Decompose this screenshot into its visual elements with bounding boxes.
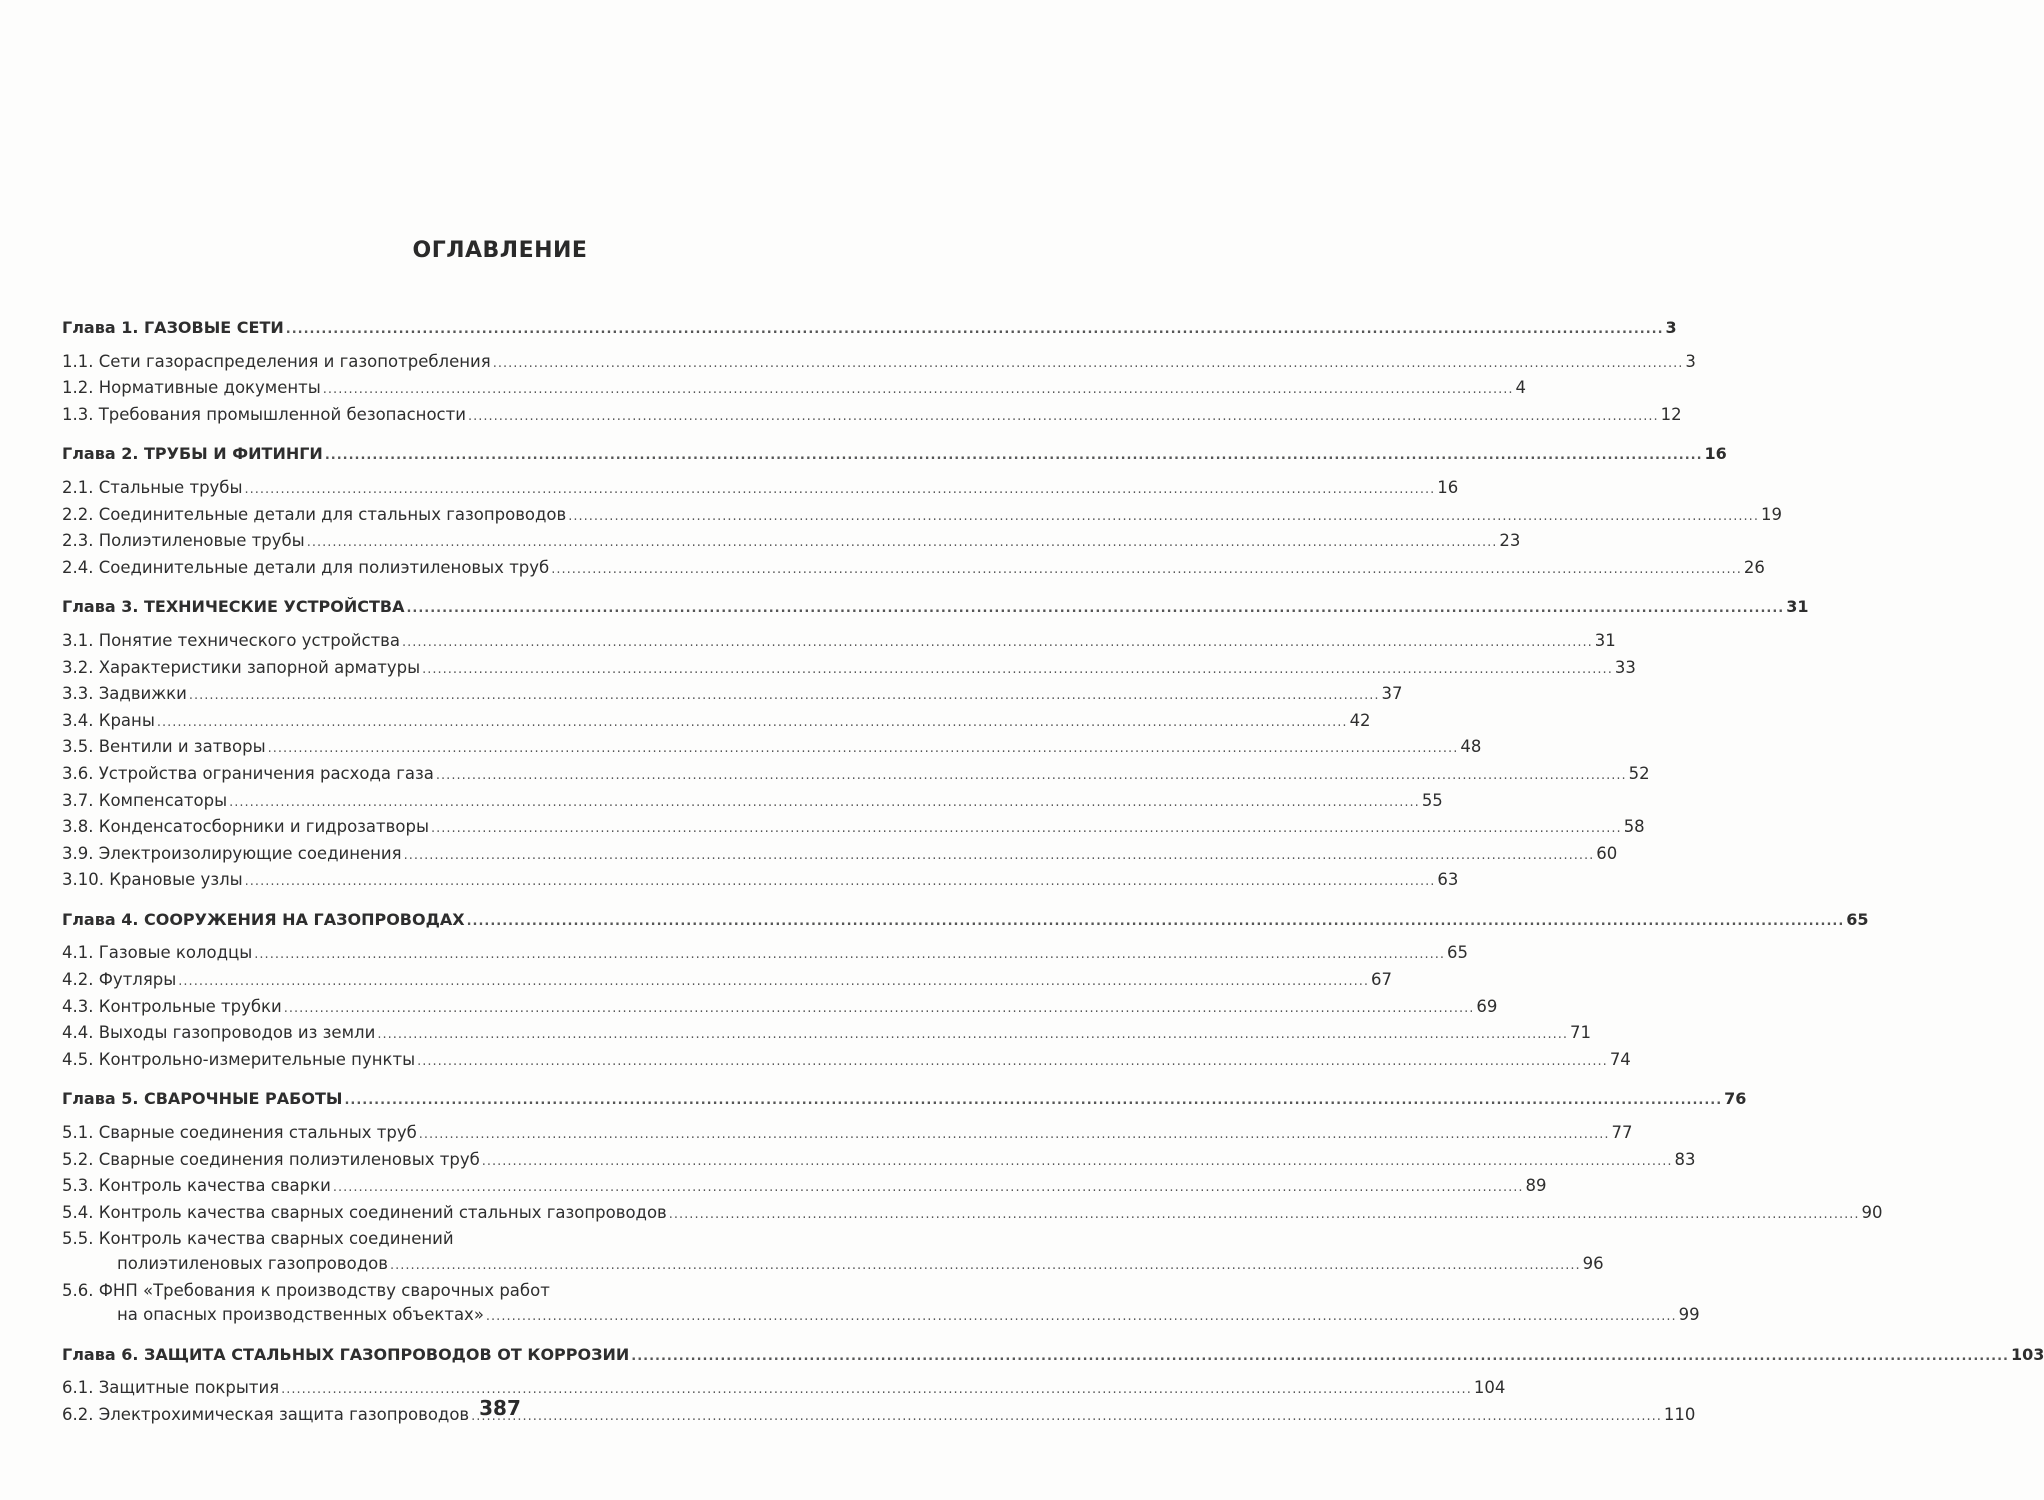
page-ref: 52 xyxy=(1628,763,1650,783)
page-ref: 23 xyxy=(1499,531,1521,551)
dot-leader xyxy=(229,791,1420,816)
entry-title: 5.2. Сварные соединения полиэтиленовых труб xyxy=(62,1149,480,1169)
page-ref: 65 xyxy=(1447,943,1468,963)
toc-entry[interactable] xyxy=(62,842,1618,869)
page-ref: 90 xyxy=(1861,1202,1883,1222)
dot-leader xyxy=(245,478,1436,503)
entry-title: 3.9. Электроизолирующие соединения xyxy=(62,843,402,863)
entry-title: 5.4. Контроль качества сварных соединений стальных газопроводов xyxy=(62,1202,667,1222)
toc-chapter xyxy=(62,908,1869,1075)
page-ref: 60 xyxy=(1596,843,1618,863)
dot-leader xyxy=(390,1254,1581,1279)
page-ref: 77 xyxy=(1611,1123,1633,1143)
page-ref: 67 xyxy=(1371,970,1392,990)
page-ref: 48 xyxy=(1460,737,1482,757)
entry-title: 2.3. Полиэтиленовые трубы xyxy=(62,531,305,551)
page-ref: 103 xyxy=(2010,1344,2044,1364)
chapter-title: Глава 5. СВАРОЧНЫЕ РАБОТЫ xyxy=(62,1089,343,1109)
toc-entry[interactable] xyxy=(62,995,1498,1022)
page-ref: 31 xyxy=(1786,597,1809,617)
toc-entry[interactable] xyxy=(62,1148,1696,1175)
toc-entry[interactable] xyxy=(62,376,1526,403)
entry-title: 4.5. Контрольно-измерительные пункты xyxy=(62,1049,416,1069)
entry-title: 3.6. Устройства ограничения расхода газа xyxy=(62,763,434,783)
entry-title: 4.1. Газовые колодцы xyxy=(62,943,253,963)
page-ref: 55 xyxy=(1421,790,1443,810)
chapter-heading[interactable] xyxy=(62,316,1677,343)
toc-entry[interactable] xyxy=(62,762,1650,789)
chapter-title: Глава 2. ТРУБЫ И ФИТИНГИ xyxy=(62,444,323,464)
entry-title: 3.1. Понятие технического устройства xyxy=(62,630,401,650)
page-ref: 76 xyxy=(1724,1089,1747,1109)
entry-title: 3.2. Характеристики запорной арматуры xyxy=(62,657,421,677)
page-ref: 58 xyxy=(1623,817,1645,837)
dot-leader xyxy=(178,970,1369,995)
entry-title-line2: полиэтиленовых газопроводов xyxy=(117,1254,388,1273)
chapter-heading[interactable] xyxy=(62,442,1727,469)
toc-entry[interactable] xyxy=(62,629,1616,656)
toc-entry[interactable] xyxy=(62,941,1468,968)
dot-leader xyxy=(486,1305,1677,1330)
page-ref: 3 xyxy=(1665,318,1677,337)
dot-leader xyxy=(468,405,1659,430)
entry-title: 3.8. Конденсатосборники и гидрозатворы xyxy=(62,817,429,837)
page-ref: 4 xyxy=(1515,378,1526,398)
dot-leader xyxy=(568,505,1759,530)
entry-title: 3.10. Крановые узлы xyxy=(62,870,243,890)
page-number: 387 xyxy=(479,1396,521,1420)
entry-title-row xyxy=(62,1303,1700,1330)
page-ref: 69 xyxy=(1476,996,1498,1016)
dot-leader xyxy=(254,943,1445,968)
dot-leader xyxy=(333,1176,1524,1201)
dot-leader xyxy=(431,817,1622,842)
chapter-heading[interactable] xyxy=(62,595,1809,622)
dot-leader xyxy=(323,378,1514,403)
dot-leader xyxy=(189,684,1380,709)
page-ref: 74 xyxy=(1609,1049,1631,1069)
entry-title: 4.3. Контрольные трубки xyxy=(62,996,282,1016)
entry-title: 3.4. Краны xyxy=(62,710,155,730)
dot-leader xyxy=(286,318,1664,343)
dot-leader xyxy=(493,352,1684,377)
page-ref: 16 xyxy=(1437,477,1459,497)
dot-leader xyxy=(268,737,1459,762)
dot-leader xyxy=(377,1023,1568,1048)
entry-title: 1.1. Сети газораспределения и газопотребления xyxy=(62,351,491,371)
dot-leader xyxy=(631,1345,2009,1370)
toc-entry[interactable] xyxy=(62,682,1403,709)
dot-leader xyxy=(422,658,1613,683)
page-ref: 31 xyxy=(1594,630,1616,650)
toc-chapter xyxy=(62,316,1696,429)
toc-chapter xyxy=(62,1087,1883,1329)
entry-title: 5.3. Контроль качества сварки xyxy=(62,1176,331,1196)
page-ref: 42 xyxy=(1349,710,1371,730)
toc-chapter xyxy=(62,442,1782,582)
dot-leader xyxy=(417,1050,1608,1075)
page-title: ОГЛАВЛЕНИЕ xyxy=(412,238,588,263)
dot-leader xyxy=(245,870,1436,895)
page-ref: 33 xyxy=(1614,657,1636,677)
dot-leader xyxy=(157,711,1348,736)
dot-leader xyxy=(482,1150,1673,1175)
entry-title: 6.1. Защитные покрытия xyxy=(62,1378,280,1398)
chapter-title: Глава 6. ЗАЩИТА СТАЛЬНЫХ ГАЗОПРОВОДОВ ОТ КОРРОЗИИ xyxy=(62,1344,630,1364)
toc-chapter xyxy=(62,595,1809,895)
page-ref: 99 xyxy=(1678,1305,1700,1325)
toc-entry[interactable] xyxy=(62,529,1521,556)
chapter-title: Глава 3. ТЕХНИЧЕСКИЕ УСТРОЙСТВА xyxy=(62,597,405,617)
page-ref: 104 xyxy=(1473,1378,1506,1398)
toc-entry-multiline[interactable] xyxy=(62,1227,1604,1278)
toc-entry[interactable] xyxy=(62,1048,1631,1075)
toc-entry[interactable] xyxy=(62,350,1696,377)
entry-title: 3.3. Задвижки xyxy=(62,684,187,704)
chapter-title: Глава 4. СООРУЖЕНИЯ НА ГАЗОПРОВОДАХ xyxy=(62,909,465,929)
dot-leader xyxy=(436,764,1627,789)
page-ref: 71 xyxy=(1570,1023,1592,1043)
toc-entry[interactable] xyxy=(62,1174,1547,1201)
entry-title: 4.4. Выходы газопроводов из земли xyxy=(62,1023,376,1043)
entry-title: 2.2. Соединительные детали для стальных газопроводов xyxy=(62,504,567,524)
toc-entry[interactable] xyxy=(62,476,1459,503)
page-ref: 3 xyxy=(1685,351,1696,371)
toc-entry[interactable] xyxy=(62,868,1459,895)
toc-entry[interactable] xyxy=(62,656,1636,683)
page-ref: 19 xyxy=(1760,504,1782,524)
toc-entry[interactable] xyxy=(62,735,1482,762)
entry-title: 3.5. Вентили и затворы xyxy=(62,737,266,757)
page-ref: 12 xyxy=(1660,404,1682,424)
dot-leader xyxy=(551,558,1742,583)
toc-entry[interactable] xyxy=(62,403,1682,430)
entry-title: 5.1. Сварные соединения стальных труб xyxy=(62,1123,417,1143)
page-ref: 37 xyxy=(1381,684,1403,704)
dot-leader xyxy=(669,1203,1860,1228)
page-ref: 83 xyxy=(1674,1149,1696,1169)
entry-title-line2: на опасных производственных объектах» xyxy=(117,1305,484,1325)
page-ref: 63 xyxy=(1437,870,1459,890)
entry-title: 1.2. Нормативные документы xyxy=(62,378,321,398)
entry-title-line1: 5.6. ФНП «Требования к производству сварочных работ xyxy=(62,1280,550,1300)
toc-entry[interactable] xyxy=(62,1201,1883,1228)
chapter-title: Глава 1. ГАЗОВЫЕ СЕТИ xyxy=(62,318,284,337)
dot-leader xyxy=(419,1123,1610,1148)
dot-leader xyxy=(467,910,1845,935)
entry-title-line1: 5.5. Контроль качества сварных соединений xyxy=(62,1229,454,1249)
dot-leader xyxy=(325,444,1703,469)
dot-leader xyxy=(402,631,1593,656)
dot-leader xyxy=(307,531,1498,556)
dot-leader xyxy=(344,1089,1722,1114)
page-ref: 65 xyxy=(1846,909,1869,929)
page-ref: 96 xyxy=(1582,1254,1604,1273)
toc-entry[interactable] xyxy=(62,503,1782,530)
toc-entry[interactable] xyxy=(62,789,1443,816)
entry-title: 2.4. Соединительные детали для полиэтиленовых труб xyxy=(62,557,550,577)
page-ref: 89 xyxy=(1525,1176,1547,1196)
chapter-heading[interactable] xyxy=(62,1087,1747,1114)
chapter-heading[interactable] xyxy=(62,1343,2044,1370)
page-ref: 110 xyxy=(1663,1404,1696,1424)
toc-entry[interactable] xyxy=(62,709,1371,736)
page-ref: 26 xyxy=(1743,557,1765,577)
toc-entry[interactable] xyxy=(62,1121,1633,1148)
dot-leader xyxy=(406,597,1784,622)
entry-title-row xyxy=(62,1252,1604,1279)
dot-leader xyxy=(284,997,1475,1022)
toc-entry[interactable] xyxy=(62,556,1765,583)
page-ref: 16 xyxy=(1704,444,1727,464)
entry-title: 1.3. Требования промышленной безопасности xyxy=(62,404,466,424)
entry-title: 6.2. Электрохимическая защита газопроводов xyxy=(62,1404,470,1424)
toc-entry[interactable] xyxy=(62,1021,1592,1048)
toc-entry-multiline[interactable] xyxy=(62,1279,1700,1330)
table-of-contents xyxy=(62,316,2044,1443)
toc-entry[interactable] xyxy=(62,815,1645,842)
dot-leader xyxy=(404,844,1595,869)
entry-title: 2.1. Стальные трубы xyxy=(62,477,243,497)
entry-title: 4.2. Футляры xyxy=(62,970,177,990)
entry-title: 3.7. Компенсаторы xyxy=(62,790,228,810)
chapter-heading[interactable] xyxy=(62,908,1869,935)
toc-entry[interactable] xyxy=(62,968,1392,995)
